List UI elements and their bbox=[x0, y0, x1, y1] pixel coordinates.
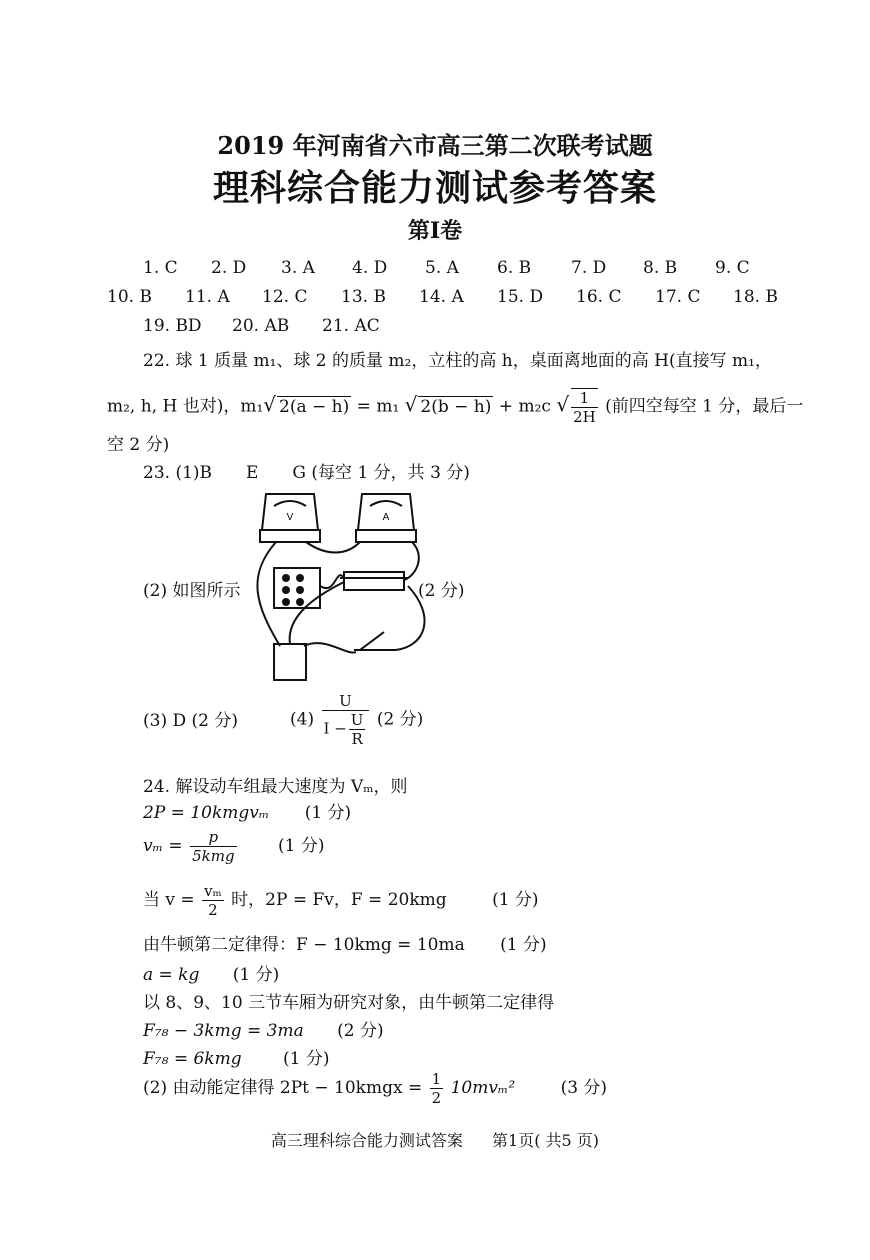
q23-part4 bbox=[290, 692, 423, 748]
mc-answer: 12. C bbox=[262, 287, 308, 307]
rheostat-icon bbox=[340, 572, 408, 590]
mc-answer: 3. A bbox=[281, 258, 315, 278]
q23-part4-fraction bbox=[322, 692, 370, 748]
q22-line3: 空 2 分) bbox=[107, 435, 170, 455]
fraction-numerator: U bbox=[350, 711, 364, 729]
q24-eq8 bbox=[143, 1044, 330, 1069]
mc-answer: 19. BD bbox=[143, 316, 202, 336]
q23-part2-label: (2) 如图所示 bbox=[143, 581, 241, 601]
mc-answer: 7. D bbox=[571, 258, 607, 278]
mc-answer: 1. C bbox=[143, 258, 178, 278]
q24-eq4 bbox=[143, 930, 547, 955]
q22-equals: = m₁ bbox=[356, 396, 400, 417]
footer-title: 高三理科综合能力测试答案 bbox=[270, 1131, 463, 1150]
q22-sqrt1: 2(a − h) bbox=[279, 396, 350, 417]
q22-text-suffix: (前四空每空 1 分，最后一 bbox=[605, 396, 804, 417]
q24-eq7 bbox=[143, 1016, 384, 1041]
mc-answer: 2. D bbox=[211, 258, 247, 278]
q23-part1: 23. (1)B E G (每空 1 分，共 3 分) bbox=[143, 463, 470, 483]
mc-answer: 18. B bbox=[733, 287, 778, 307]
score: (1 分) bbox=[232, 965, 280, 985]
page-number: 第1页( 共5 页) bbox=[492, 1131, 600, 1150]
mc-answer: 13. B bbox=[341, 287, 386, 307]
switch-icon bbox=[354, 632, 396, 650]
score: (1 分) bbox=[277, 836, 325, 856]
equation: 时，2P = Fv，F = 20kmg bbox=[231, 890, 447, 910]
q24-eq2 bbox=[143, 828, 324, 865]
q24-eq9 bbox=[143, 1070, 607, 1107]
q22-line2 bbox=[107, 388, 803, 426]
fraction-denominator: 5kmg bbox=[192, 847, 235, 865]
mc-answer: 17. C bbox=[655, 287, 701, 307]
equation-lhs: 当 v = bbox=[143, 890, 195, 910]
equation: 10mvₘ² bbox=[450, 1078, 516, 1098]
score: (2 分) bbox=[337, 1021, 384, 1041]
fraction-denominator: 2 bbox=[431, 1089, 442, 1107]
document-title: 理科综合能力测试参考答案 bbox=[212, 167, 657, 209]
battery-icon bbox=[274, 644, 306, 680]
q24-eq3-fraction bbox=[202, 882, 224, 919]
fraction-numerator: 1 bbox=[431, 1070, 442, 1088]
page-footer bbox=[0, 1128, 870, 1151]
q24-eq3 bbox=[143, 882, 539, 919]
score: (1 分) bbox=[500, 935, 547, 955]
fraction-denominator bbox=[322, 711, 370, 748]
q24-eq6: 以 8、9、10 三节车厢为研究对象，由牛顿第二定律得 bbox=[143, 993, 555, 1013]
section-heading: 第Ⅰ卷 bbox=[407, 218, 463, 244]
q22-line1: 22. 球 1 质量 m₁、球 2 的质量 m₂，立柱的高 h，桌面离地面的高 H(直接写 m₁， bbox=[143, 351, 772, 371]
q23-part4-score: (2 分) bbox=[376, 709, 424, 730]
equation: F₇₈ − 3kmg = 3ma bbox=[143, 1021, 304, 1041]
equation: F₇₈ = 6kmg bbox=[143, 1049, 242, 1069]
q22-fraction bbox=[571, 388, 598, 426]
q23-part2-score: (2 分) bbox=[418, 581, 465, 601]
q23-part3: (3) D (2 分) bbox=[143, 711, 239, 731]
sqrt-sign: √ bbox=[404, 392, 418, 417]
mc-answer: 21. AC bbox=[322, 316, 380, 336]
mc-answer: 4. D bbox=[352, 258, 388, 278]
q24-eq1 bbox=[143, 798, 351, 823]
fraction-denominator: 2H bbox=[573, 408, 596, 426]
fraction-numerator: p bbox=[190, 828, 236, 847]
mc-answer: 15. D bbox=[497, 287, 544, 307]
score: (1 分) bbox=[304, 803, 352, 823]
mc-answer: 20. AB bbox=[232, 316, 290, 336]
ammeter-label: A bbox=[382, 512, 390, 523]
score: (1 分) bbox=[283, 1049, 330, 1069]
equation: 由牛顿第二定律得：F − 10kmg = 10ma bbox=[143, 935, 465, 955]
q22-text-prefix: m₂, h, H 也对)，m₁ bbox=[107, 396, 264, 417]
q22-plus-term: + m₂c bbox=[498, 396, 551, 417]
mc-answer: 11. A bbox=[185, 287, 230, 307]
score: (3 分) bbox=[560, 1078, 608, 1098]
q23-part4-label: (4) bbox=[290, 709, 315, 730]
equation: 2P = 10kmgvₘ bbox=[143, 803, 270, 823]
q24-eq9-fraction bbox=[430, 1070, 444, 1107]
mc-answer: 5. A bbox=[425, 258, 459, 278]
q24-eq2-fraction bbox=[190, 828, 236, 865]
exam-title: 2019 年河南省六市高三第二次联考试题 bbox=[217, 131, 653, 160]
q22-sqrt2: 2(b − h) bbox=[420, 396, 492, 417]
q24-eq5 bbox=[143, 960, 279, 985]
mc-answer: 6. B bbox=[497, 258, 532, 278]
equation-lhs: (2) 由动能定律得 2Pt − 10kmgx = bbox=[143, 1078, 423, 1098]
fraction-numerator: U bbox=[322, 692, 370, 711]
fraction-numerator: 1 bbox=[571, 389, 598, 408]
equation: a = kg bbox=[143, 965, 200, 985]
fraction-numerator: vₘ bbox=[204, 882, 222, 900]
sqrt-sign: √ bbox=[556, 392, 570, 417]
score: (1 分) bbox=[492, 890, 539, 910]
equation-lhs: vₘ = bbox=[143, 836, 183, 856]
mc-answer: 16. C bbox=[576, 287, 622, 307]
fraction-denominator: R bbox=[351, 730, 363, 748]
mc-answer: 10. B bbox=[107, 287, 152, 307]
mc-answer: 14. A bbox=[419, 287, 464, 307]
nested-fraction bbox=[349, 711, 366, 748]
mc-answer: 8. B bbox=[643, 258, 678, 278]
sqrt-sign: √ bbox=[263, 392, 277, 417]
fraction-denominator: 2 bbox=[208, 901, 218, 919]
q24-intro: 24. 解设动车组最大速度为 Vₘ，则 bbox=[143, 777, 408, 797]
mc-answer: 9. C bbox=[715, 258, 750, 278]
denominator-term: I − bbox=[323, 719, 347, 738]
voltmeter-label: V bbox=[286, 512, 294, 523]
